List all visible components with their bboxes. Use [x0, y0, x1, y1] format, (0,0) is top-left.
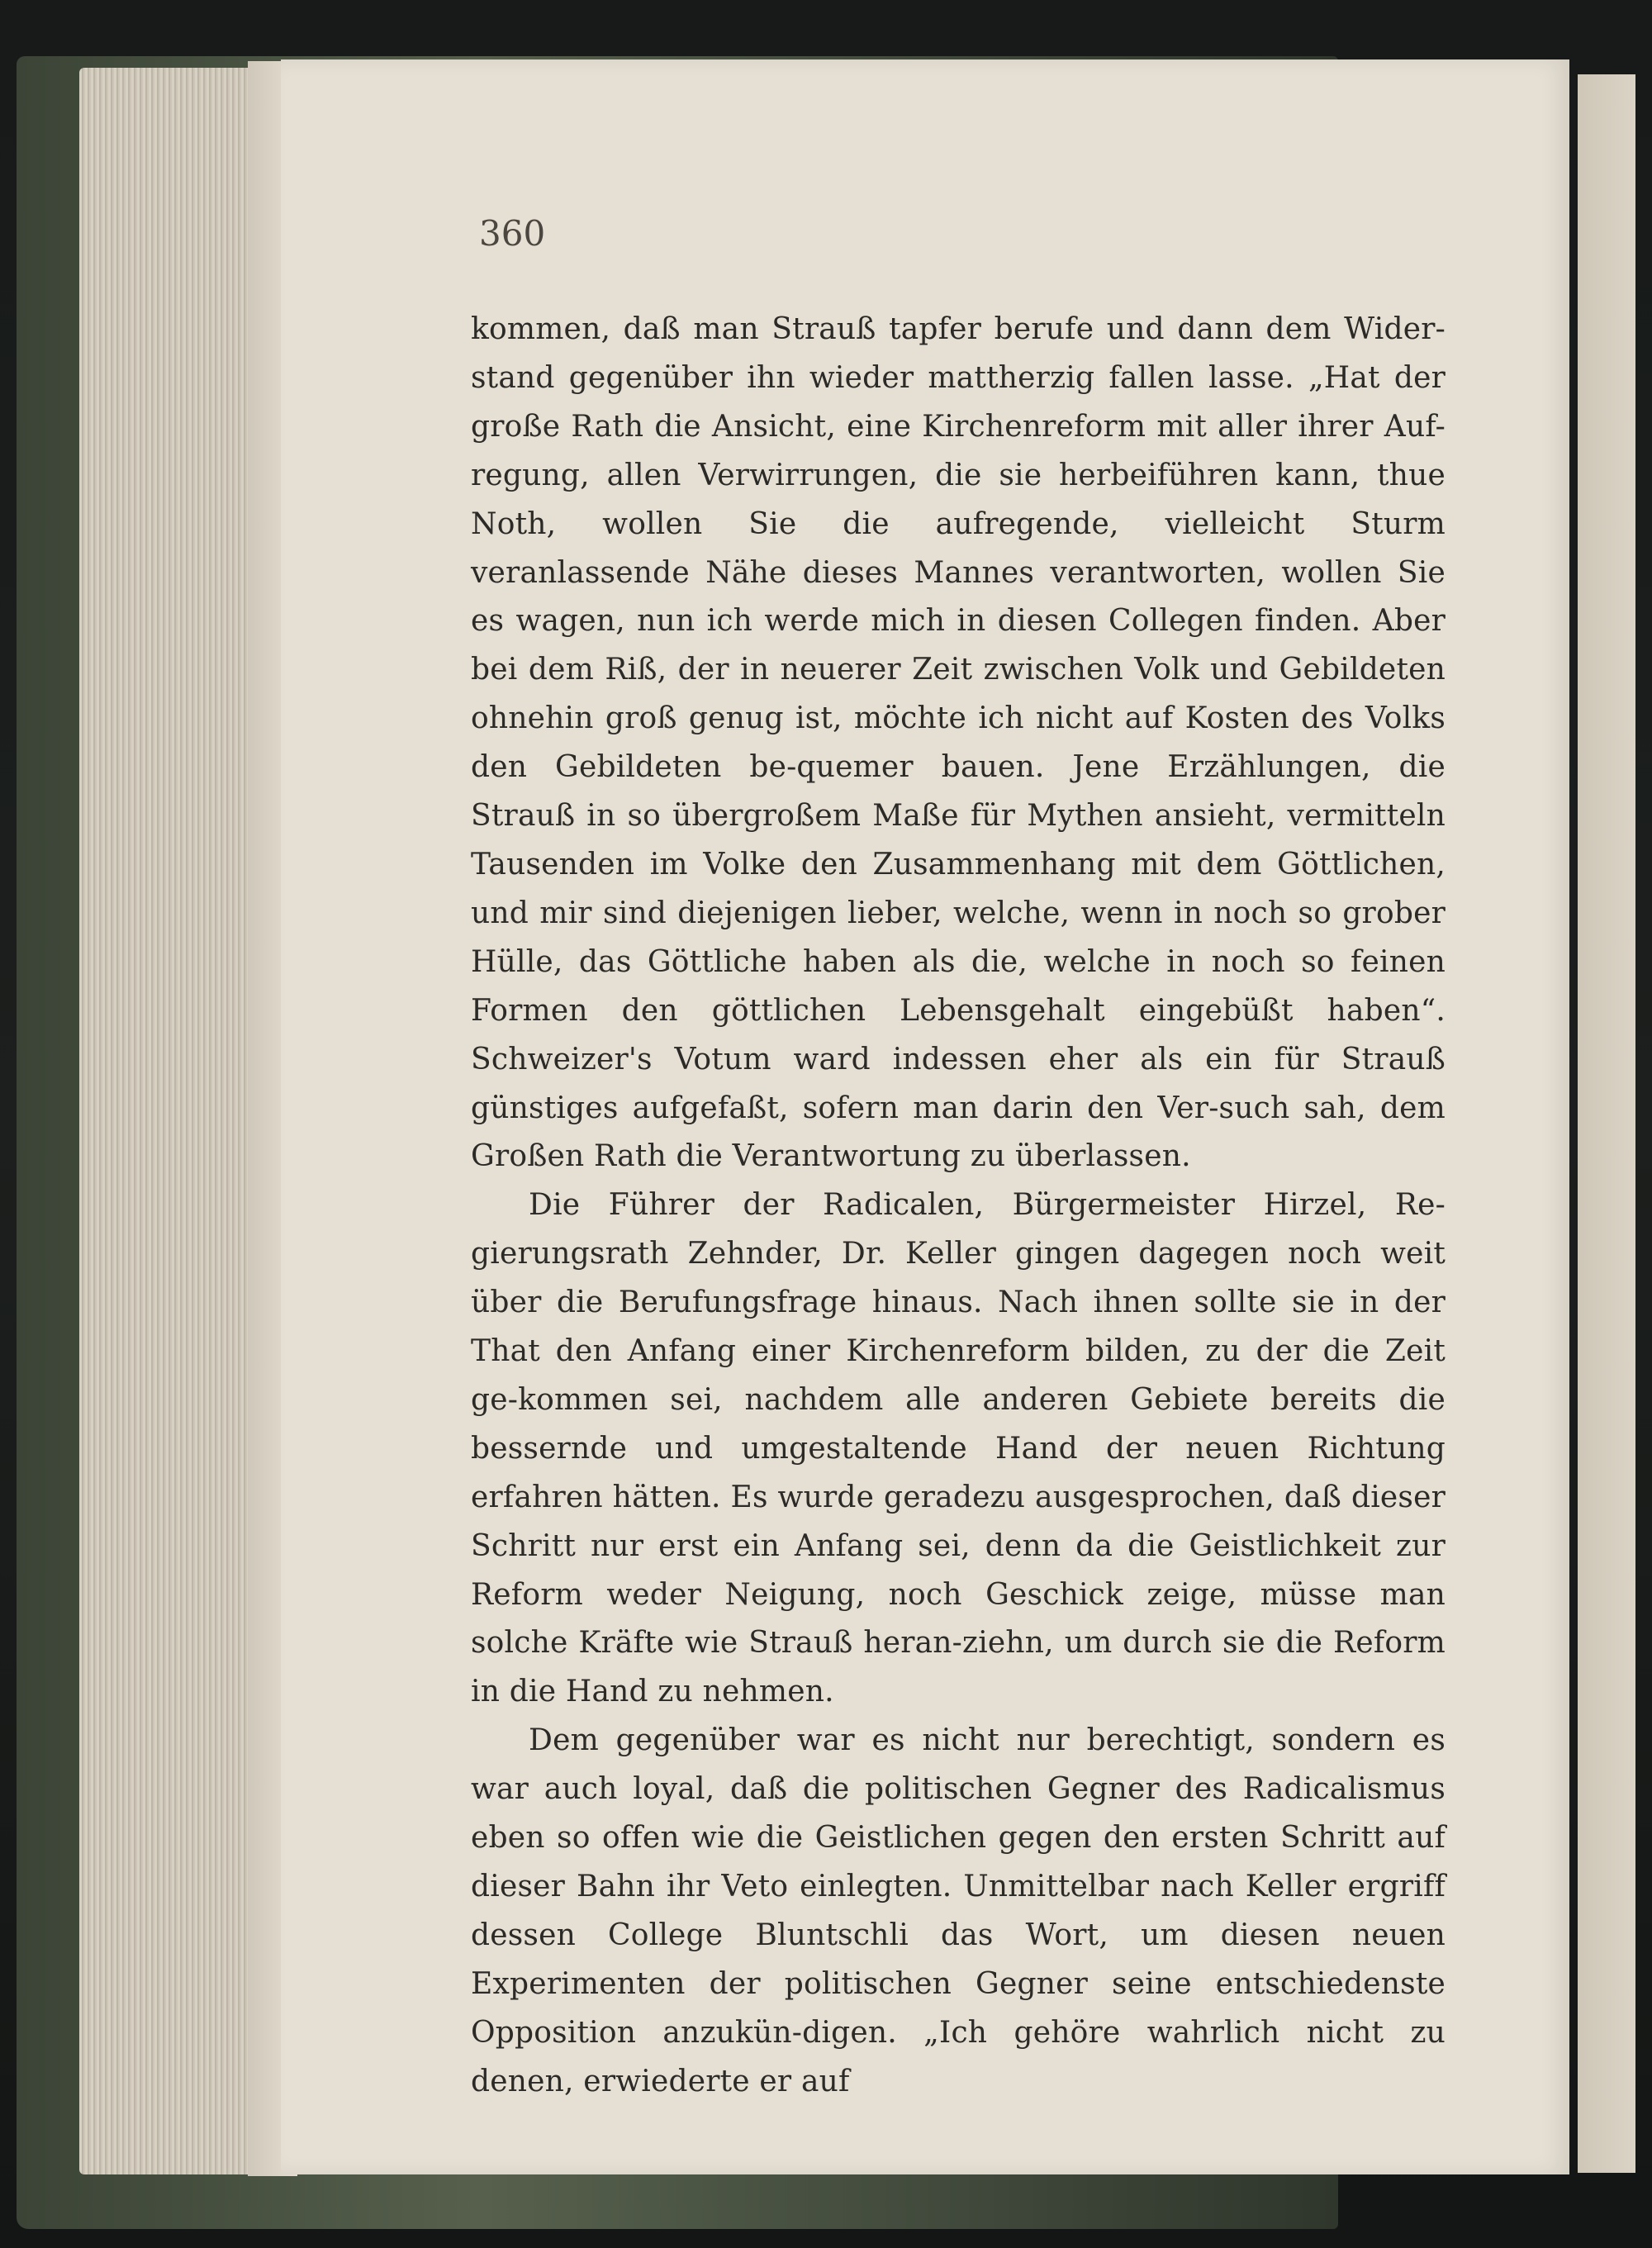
paragraph-3: Dem gegenüber war es nicht nur berechtigt, sondern es war auch loyal, daß die politischen Gegner des Radicalismus eben so offen wie die Geistlichen gegen den ersten Schritt auf dieser Bahn ihr Veto einlegten. Unmittelbar nach Keller ergriff dessen College Bluntschli das Wort, um diesen neuen Experimenten der politischen Gegner seine entschiedenste Opposition anzukün-digen. „Ich gehöre wahrlich nicht zu denen, erwiederte er auf	[471, 1723, 1446, 2098]
paragraph-1: kommen, daß man Strauß tapfer berufe und dann dem Wider-stand gegenüber ihn wieder mattherzig fallen lasse. „Hat der große Rath die Ansicht, eine Kirchenreform mit aller ihrer Auf-regung, allen Verwirrungen, die sie herbeiführen kann, thue Noth, wollen Sie die aufregende, vielleicht Sturm veranlassende Nähe dieses Mannes verantworten, wollen Sie es wagen, nun ich werde mich in diesen Collegen finden. Aber bei dem Riß, der in neuerer Zeit zwischen Volk und Gebildeten ohnehin groß genug ist, möchte ich nicht auf Kosten des Volks den Gebildeten be-quemer bauen. Jene Erzählungen, die Strauß in so übergroßem Maße für Mythen ansieht, vermitteln Tausenden im Volke den Zusammenhang mit dem Göttlichen, und mir sind diejenigen lieber, welche, wenn in noch so grober Hülle, das Göttliche haben als die, welche in noch so feinen Formen den göttlichen Lebensgehalt eingebüßt haben“. Schweizer's Votum ward indessen eher als ein für Strauß günstiges aufgefaßt, sofern man darin den Ver-such sah, dem Großen Rath die Verantwortung zu überlassen.	[471, 312, 1446, 1174]
page-number: 360	[479, 213, 546, 254]
facing-page-edge	[1578, 74, 1635, 2173]
paragraph-2: Die Führer der Radicalen, Bürgermeister Hirzel, Re-gierungsrath Zehnder, Dr. Keller gingen dagegen noch weit über die Berufungsfrage hinaus. Nach ihnen sollte sie in der That den Anfang einer Kirchenreform bilden, zu der die Zeit ge-kommen sei, nachdem alle anderen Gebiete bereits die bessernde und umgestaltende Hand der neuen Richtung erfahren hätten. Es wurde geradezu ausgesprochen, daß dieser Schritt nur erst ein Anfang sei, denn da die Geistlichkeit zur Reform weder Neigung, noch Geschick zeige, müsse man solche Kräfte wie Strauß heran-ziehn, um durch sie die Reform in die Hand zu nehmen.	[471, 1188, 1446, 1709]
page-text	[471, 306, 1446, 2107]
